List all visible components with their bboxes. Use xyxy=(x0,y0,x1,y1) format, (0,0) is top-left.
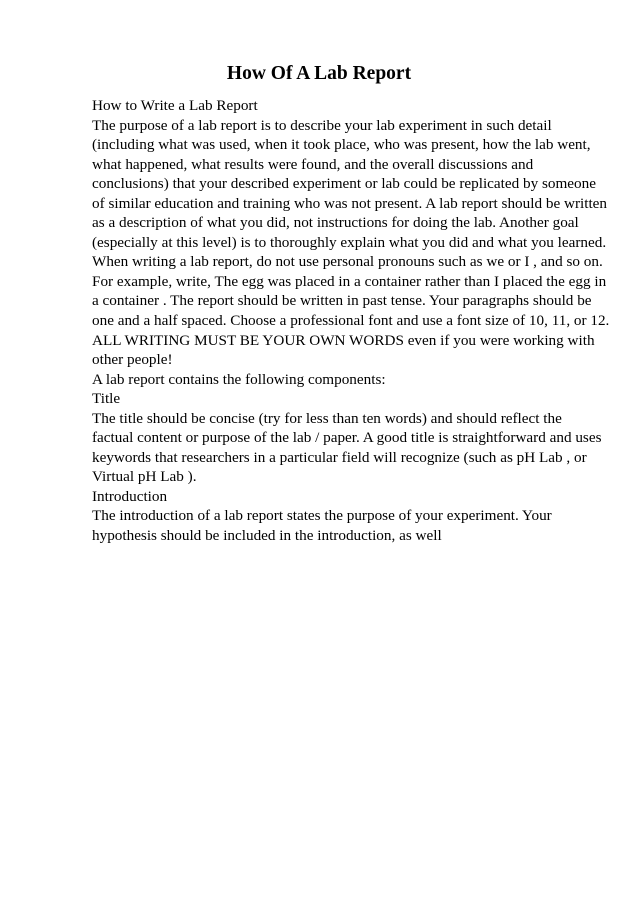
section-heading-title: Title xyxy=(92,390,121,408)
body-line: (including what was used, when it took place, who was present, how the lab went, xyxy=(92,136,591,154)
document-title: How Of A Lab Report xyxy=(226,63,412,84)
body-line: (especially at this level) is to thoroughly explain what you did and what you learned. xyxy=(92,233,607,251)
body-line: The title should be concise (try for less than ten words) and should reflect the xyxy=(92,409,562,427)
body-line: conclusions) that your described experiment or lab could be replicated by someone xyxy=(92,175,596,193)
body-line: The introduction of a lab report states the purpose of your experiment. Your xyxy=(92,507,552,525)
body-line: a container . The report should be written in past tense. Your paragraphs should be xyxy=(92,292,592,310)
body-line: keywords that researchers in a particular field will recognize (such as pH Lab , or xyxy=(92,448,587,466)
body-line: as a description of what you did, not instructions for doing the lab. Another goal xyxy=(92,214,579,232)
body-line: factual content or purpose of the lab / paper. A good title is straightforward and uses xyxy=(92,429,602,447)
body-line: For example, write, The egg was placed in a container rather than I placed the egg in xyxy=(92,272,607,290)
body-line: The purpose of a lab report is to describe your lab experiment in such detail xyxy=(92,116,552,134)
section-heading-introduction: Introduction xyxy=(92,487,168,505)
body-line: When writing a lab report, do not use personal pronouns such as we or I , and so on. xyxy=(92,253,603,271)
body-line: Virtual pH Lab ). xyxy=(92,468,197,486)
body-line: what happened, what results were found, and the overall discussions and xyxy=(92,155,534,173)
body-line: hypothesis should be included in the introduction, as well xyxy=(92,527,442,545)
body-line: other people! xyxy=(92,351,173,369)
document-body xyxy=(92,96,612,546)
body-line-heading: How to Write a Lab Report xyxy=(92,97,258,114)
body-line: ALL WRITING MUST BE YOUR OWN WORDS even if you were working with xyxy=(92,331,595,349)
body-line: A lab report contains the following components: xyxy=(92,370,386,388)
body-line: of similar education and training who was not present. A lab report should be written xyxy=(92,194,607,212)
body-line: one and a half spaced. Choose a professional font and use a font size of 10, 11, or 12. xyxy=(92,312,610,330)
